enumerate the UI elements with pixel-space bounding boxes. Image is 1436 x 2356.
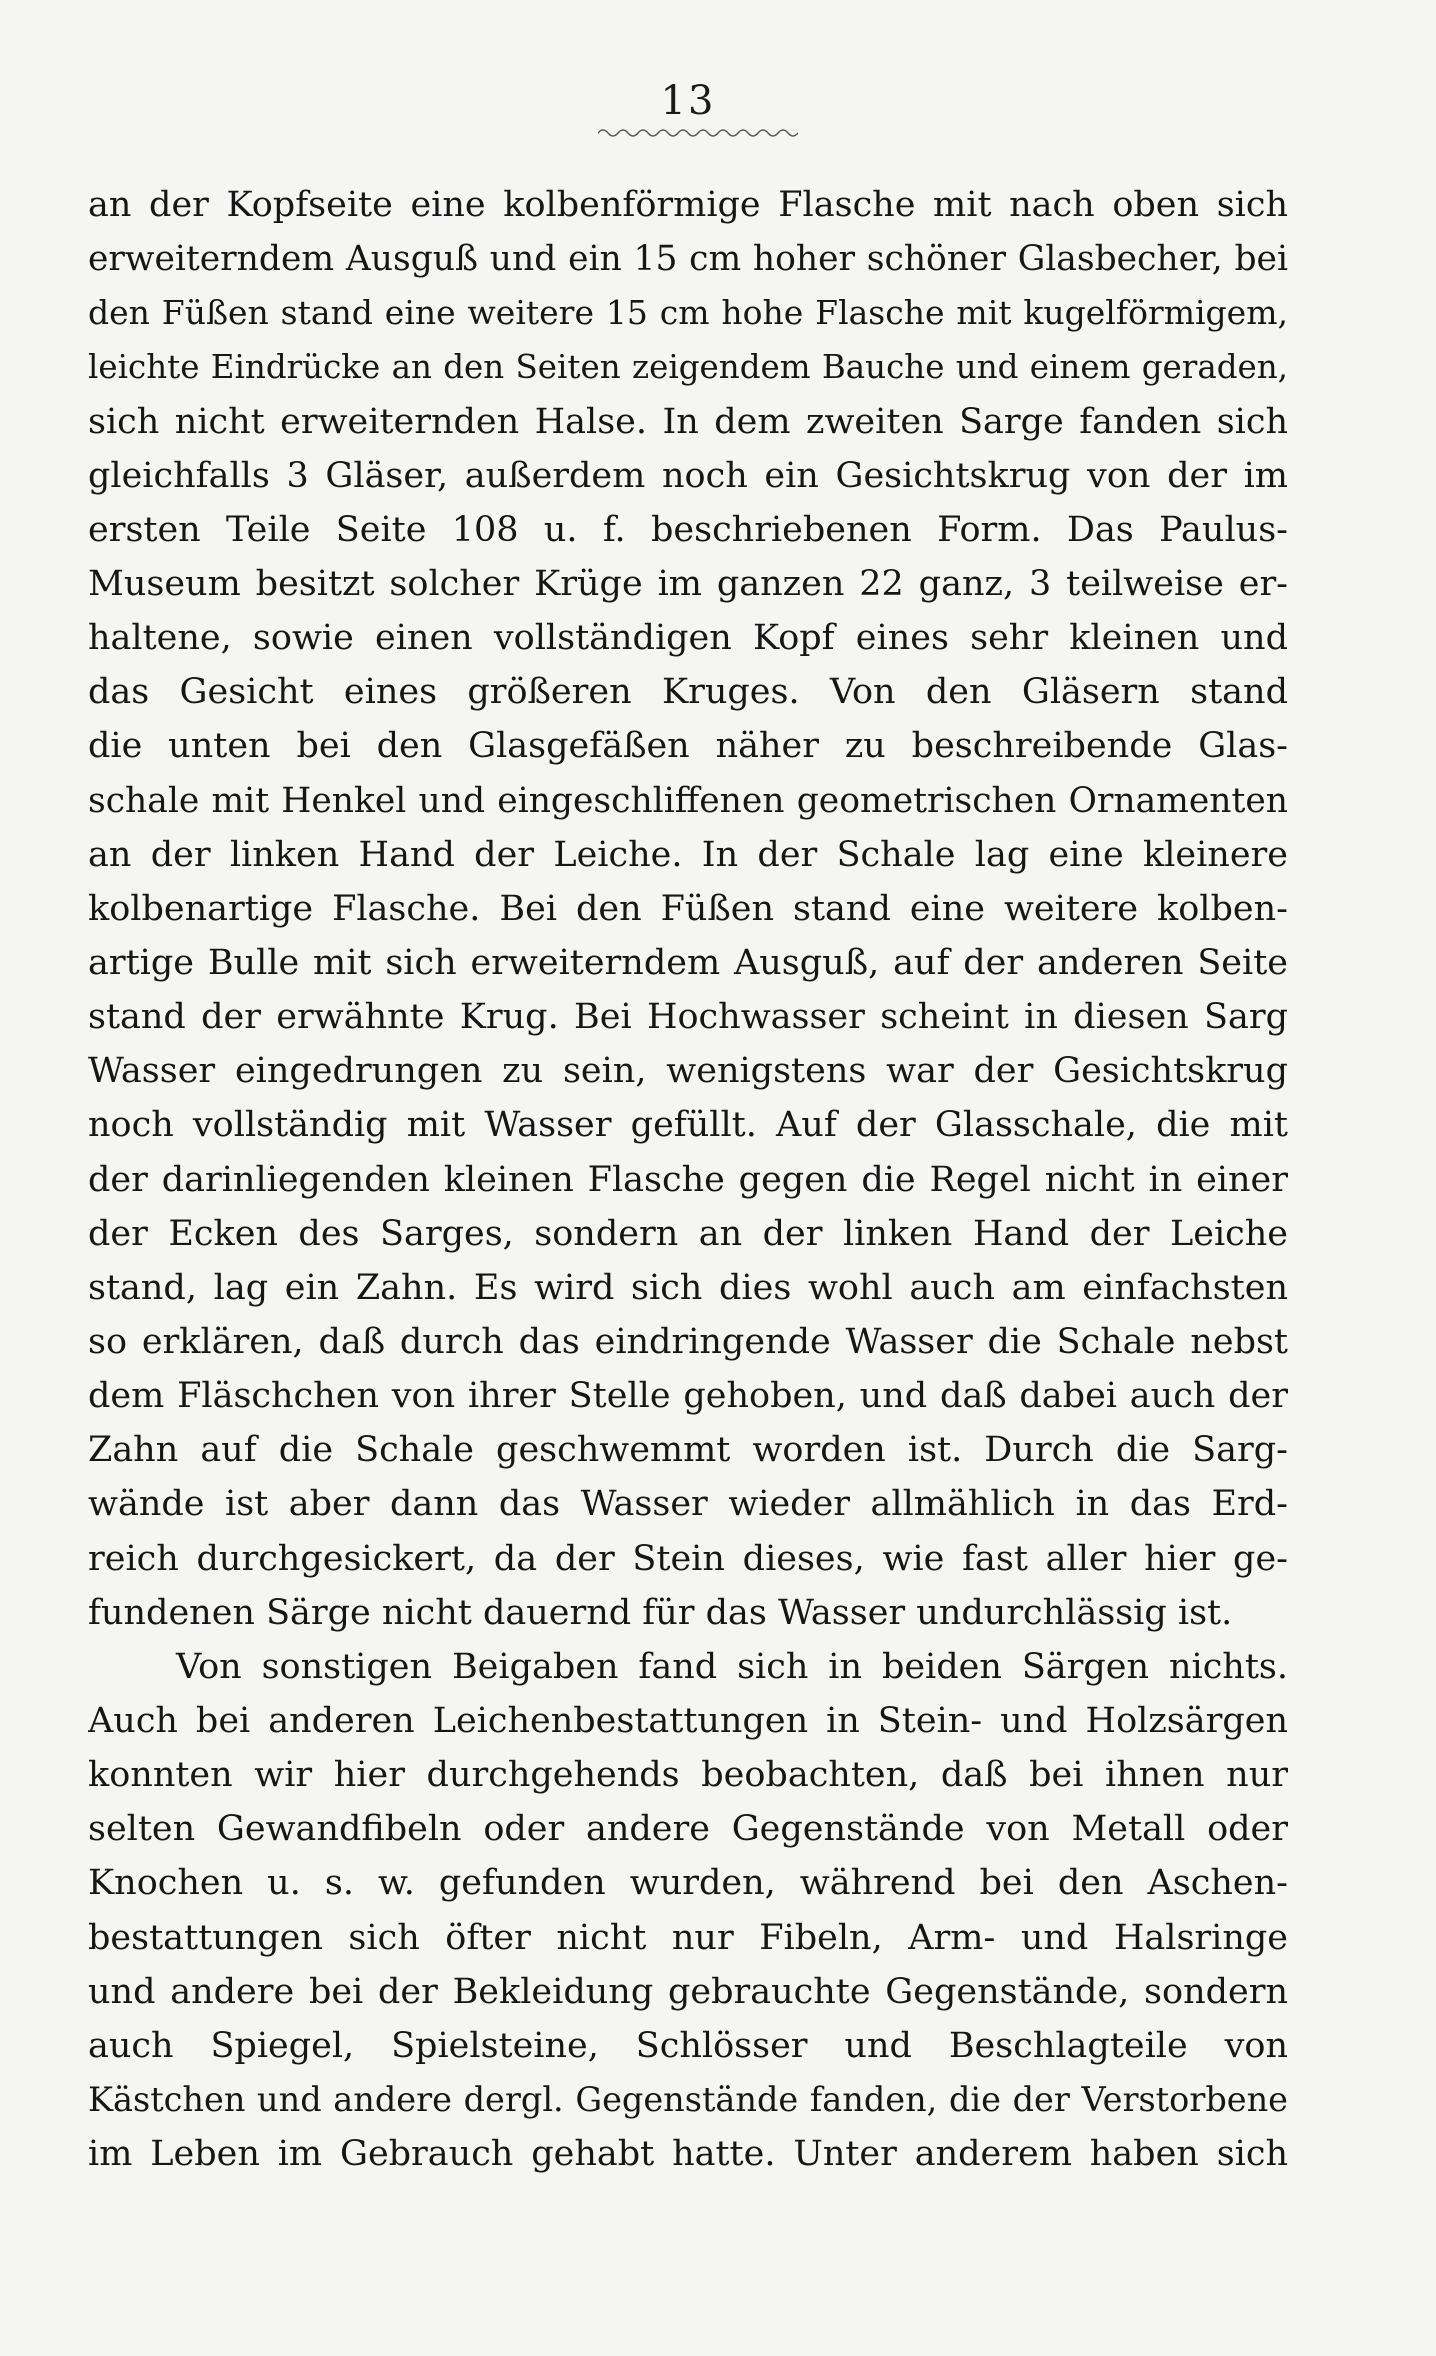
text-line: schale mit Henkel und eingeschliffenen geometrischen Ornamenten	[88, 780, 1288, 821]
text-line: Kästchen und andere dergl. Gegenstände fanden, die der Verstorbene	[88, 2079, 1288, 2119]
text-line: stand der erwähnte Krug. Bei Hochwasser scheint in diesen Sarg	[88, 997, 1288, 1038]
text-line: leichte Eindrücke an den Seiten zeigendem Bauche und einem geraden,	[88, 348, 1288, 387]
text-line: bestattungen sich öfter nicht nur Fibeln, Arm- und Halsringe	[88, 1917, 1288, 1958]
text-line: Auch bei anderen Leichenbestattungen in Stein- und Holzsärgen	[88, 1700, 1288, 1741]
text-line: artige Bulle mit sich erweiterndem Ausguß, auf der anderen Seite	[88, 942, 1288, 983]
text-line: konnten wir hier durchgehends beobachten, daß bei ihnen nur	[88, 1755, 1288, 1796]
text-line: Knochen u. s. w. gefunden wurden, während bei den Aschen-	[88, 1863, 1288, 1904]
text-line: im Leben im Gebrauch gehabt hatte. Unter anderem haben sich	[88, 2134, 1288, 2175]
text-line: stand, lag ein Zahn. Es wird sich dies wohl auch am einfachsten	[88, 1267, 1288, 1308]
text-line: fundenen Särge nicht dauernd für das Wasser undurchlässig ist.	[88, 1592, 1233, 1633]
text-line: selten Gewandfibeln oder andere Gegenstände von Metall oder	[88, 1809, 1288, 1850]
text-line: und andere bei der Bekleidung gebrauchte Gegenstände, sondern	[88, 1971, 1288, 2012]
text-line: so erklären, daß durch das eindringende Wasser die Schale nebst	[88, 1321, 1288, 1362]
text-line: Museum besitzt solcher Krüge im ganzen 22 ganz, 3 teilweise er-	[88, 563, 1288, 604]
text-line: den Füßen stand eine weitere 15 cm hohe Flasche mit kugelförmigem,	[88, 293, 1288, 333]
text-line: der darinliegenden kleinen Flasche gegen die Regel nicht in einer	[88, 1159, 1288, 1200]
text-line: auch Spiegel, Spielsteine, Schlösser und Beschlagteile von	[88, 2025, 1288, 2066]
text-line: an der Kopfseite eine kolbenförmige Flasche mit nach oben sich	[88, 185, 1288, 225]
text-line: Wasser eingedrungen zu sein, wenigstens war der Gesichtskrug	[88, 1051, 1288, 1092]
body-text	[88, 178, 1288, 2181]
page-number: 13	[660, 78, 716, 124]
text-line: noch vollständig mit Wasser gefüllt. Auf der Glasschale, die mit	[88, 1105, 1288, 1146]
text-line: das Gesicht eines größeren Kruges. Von den Gläsern stand	[88, 672, 1288, 713]
text-line: wände ist aber dann das Wasser wieder allmählich in das Erd-	[88, 1484, 1288, 1525]
text-line: Zahn auf die Schale geschwemmt worden ist. Durch die Sarg-	[88, 1430, 1288, 1471]
text-line: haltene, sowie einen vollständigen Kopf eines sehr kleinen und	[88, 618, 1288, 659]
text-line: sich nicht erweiternden Halse. In dem zweiten Sarge fanden sich	[88, 401, 1288, 442]
text-line: erweiterndem Ausguß und ein 15 cm hoher schöner Glasbecher, bei	[88, 239, 1288, 280]
text-line: an der linken Hand der Leiche. In der Schale lag eine kleinere	[88, 834, 1288, 875]
text-line: kolbenartige Flasche. Bei den Füßen stand eine weitere kolben-	[88, 888, 1288, 929]
text-line: reich durchgesickert, da der Stein dieses, wie fast aller hier ge-	[88, 1538, 1288, 1579]
text-line: die unten bei den Glasgefäßen näher zu beschreibende Glas-	[88, 726, 1288, 767]
text-line: Von sonstigen Beigaben fand sich in beiden Särgen nichts.	[176, 1646, 1288, 1687]
text-line: dem Fläschchen von ihrer Stelle gehoben, und daß dabei auch der	[88, 1376, 1288, 1417]
text-line: gleichfalls 3 Gläser, außerdem noch ein Gesichtskrug von der im	[88, 455, 1288, 496]
text-line: ersten Teile Seite 108 u. f. beschriebenen Form. Das Paulus-	[88, 509, 1288, 550]
text-line: der Ecken des Sarges, sondern an der linken Hand der Leiche	[88, 1213, 1288, 1254]
ornamental-rule	[598, 126, 798, 140]
